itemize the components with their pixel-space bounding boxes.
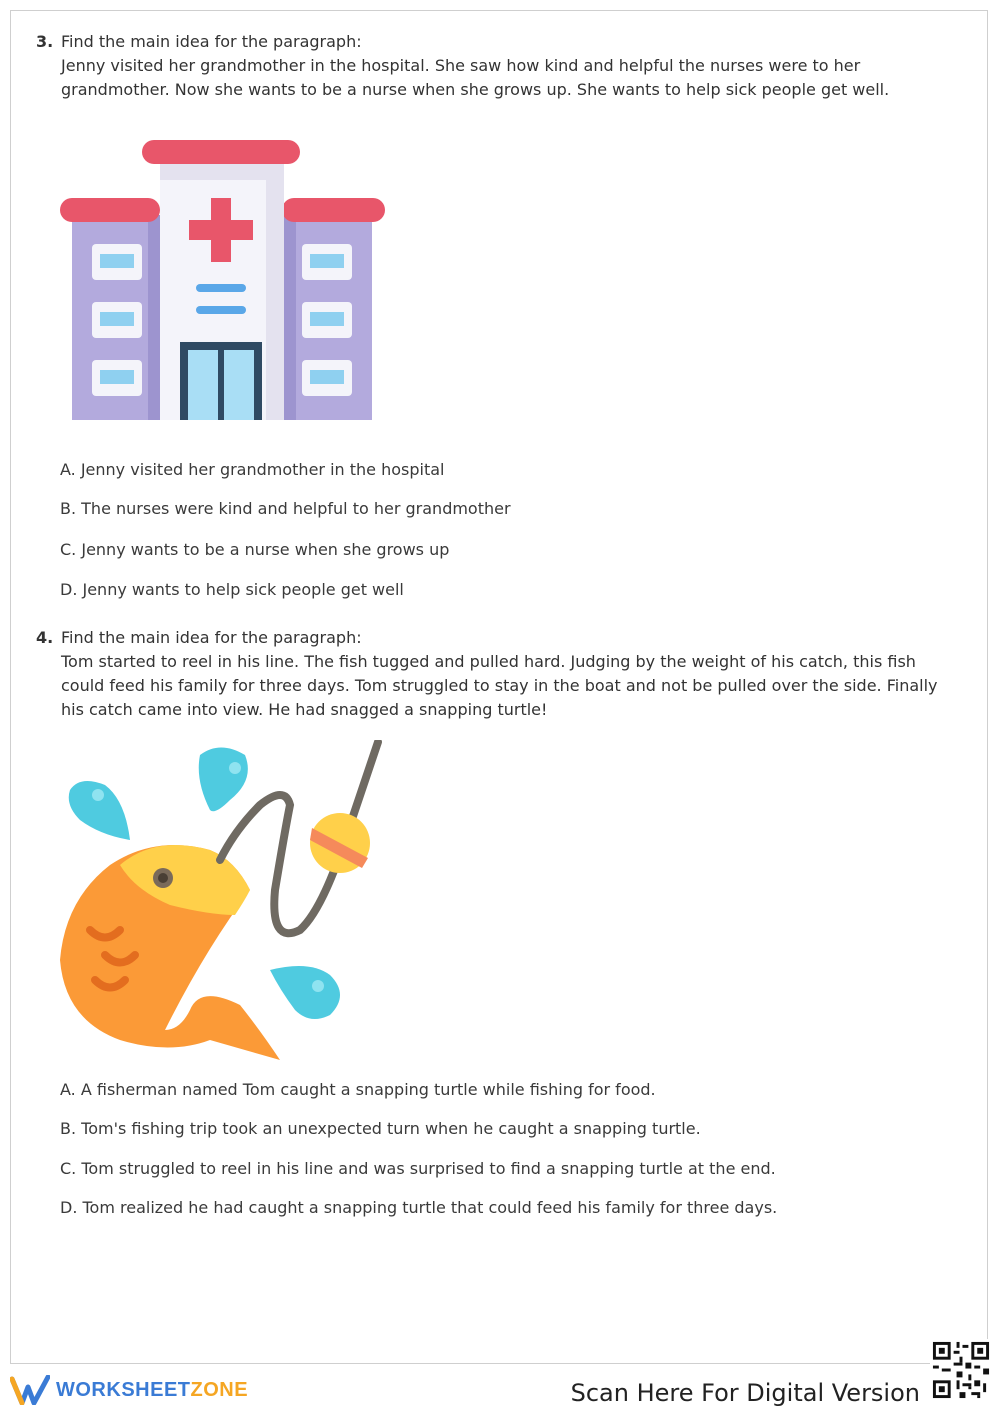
worksheetzone-logo[interactable] [10,1375,248,1405]
option-b[interactable]: B. The nurses were kind and helpful to her grandmother [60,499,511,518]
fish-on-hook-illustration [60,740,390,1065]
scan-instruction: Scan Here For Digital Version [570,1379,920,1407]
logo-text-zone: ZONE [190,1378,249,1401]
qr-code-icon[interactable] [930,1339,992,1401]
question-paragraph: Tom started to reel in his line. The fish tugged and pulled hard. Judging by the weight of his catch, this fish could feed his family for three days. Tom struggled to stay in the boat and not be pulled over the side. Finally his catch came into view. He had snagged a snapping turtle! [61,652,938,719]
footer [0,1365,1000,1414]
option-c[interactable]: C. Jenny wants to be a nurse when she grows up [60,540,450,559]
option-d[interactable]: D. Jenny wants to help sick people get well [60,580,404,599]
hospital-illustration [60,140,385,422]
option-b[interactable]: B. Tom's fishing trip took an unexpected turn when he caught a snapping turtle. [60,1119,701,1138]
option-d[interactable]: D. Tom realized he had caught a snapping turtle that could feed his family for three days. [60,1198,778,1217]
question-prompt: Find the main idea for the paragraph: [61,32,362,51]
question-number: 3. [36,32,54,51]
option-c[interactable]: C. Tom struggled to reel in his line and was surprised to find a snapping turtle at the end. [60,1159,776,1178]
option-a[interactable]: A. Jenny visited her grandmother in the hospital [60,460,445,479]
option-a[interactable]: A. A fisherman named Tom caught a snapping turtle while fishing for food. [60,1080,656,1099]
logo-text-worksheet: WORKSHEET [56,1378,191,1401]
w-logo-icon [10,1375,50,1405]
question-number: 4. [36,628,54,647]
question-paragraph: Jenny visited her grandmother in the hospital. She saw how kind and helpful the nurses were to her grandmother. Now she wants to be a nurse when she grows up. She wants to help sick people get well. [61,56,890,99]
question-prompt: Find the main idea for the paragraph: [61,628,362,647]
